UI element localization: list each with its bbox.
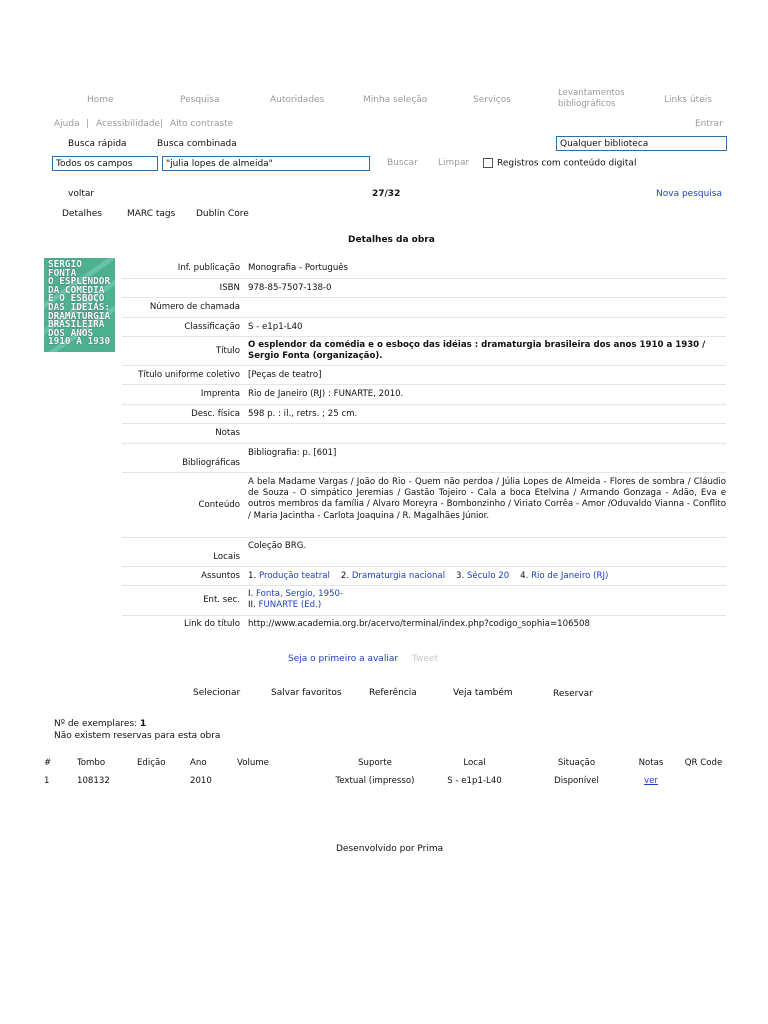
nav-autoridades[interactable]: Autoridades bbox=[270, 95, 325, 105]
label: Notas bbox=[122, 423, 244, 443]
ajuda-link[interactable]: Ajuda bbox=[54, 119, 80, 129]
label: ISBN bbox=[122, 278, 244, 297]
referencia-button[interactable]: Referência bbox=[369, 688, 417, 698]
label: Imprenta bbox=[122, 384, 244, 404]
digital-label: Registros com conteúdo digital bbox=[497, 158, 637, 169]
value-classificacao: S - e1p1-L40 bbox=[244, 317, 726, 336]
holdings-header bbox=[44, 754, 732, 772]
tab-busca-rapida[interactable]: Busca rápida bbox=[68, 139, 127, 149]
nav-servicos[interactable]: Serviços bbox=[473, 95, 511, 105]
footer-credit: Desenvolvido por Prima bbox=[336, 844, 444, 854]
nav-home[interactable]: Home bbox=[87, 95, 114, 105]
section-title: Detalhes da obra bbox=[348, 235, 435, 245]
label: Assuntos bbox=[122, 566, 244, 585]
label: Bibliográficas bbox=[122, 443, 244, 472]
value-titulo-uniforme: [Peças de teatro] bbox=[244, 365, 726, 384]
nav-links-uteis[interactable]: Links úteis bbox=[664, 95, 712, 105]
salvar-favoritos-button[interactable]: Salvar favoritos bbox=[271, 688, 342, 698]
subject-number: 2. bbox=[340, 570, 350, 581]
label: Ent. sec. bbox=[122, 585, 244, 615]
field-select[interactable]: Todos os campos bbox=[52, 156, 158, 171]
header-cell: Edição bbox=[137, 758, 166, 768]
back-link[interactable]: voltar bbox=[68, 189, 95, 199]
tab-detalhes[interactable]: Detalhes bbox=[62, 209, 102, 219]
header-cell: Suporte bbox=[358, 758, 392, 768]
copies-label: Nº de exemplares: bbox=[54, 719, 138, 729]
label: Número de chamada bbox=[122, 297, 244, 317]
acessibilidade-link[interactable]: Acessibilidade bbox=[96, 119, 161, 129]
value-bibliograficas: Bibliografia: p. [601] bbox=[244, 443, 726, 472]
record-position: 27/32 bbox=[372, 189, 401, 199]
search-input[interactable]: "julia lopes de almeida" bbox=[162, 156, 370, 171]
header-cell: Situação bbox=[557, 758, 596, 768]
entsec-number: II. bbox=[248, 600, 256, 610]
alto-contraste-link[interactable]: Alto contraste bbox=[170, 119, 234, 129]
cell: 1 bbox=[44, 776, 50, 786]
subject-link[interactable]: Produção teatral bbox=[258, 570, 330, 581]
copies-count bbox=[54, 719, 146, 729]
entsec-link[interactable]: FUNARTE (Ed.) bbox=[258, 600, 322, 610]
tweet-button[interactable]: Tweet bbox=[412, 654, 438, 664]
label: Conteúdo bbox=[122, 472, 244, 537]
header-cell: Notas bbox=[638, 758, 664, 768]
table-row bbox=[44, 772, 732, 790]
cell: 2010 bbox=[190, 776, 212, 786]
entsec-list bbox=[244, 585, 726, 615]
selecionar-button[interactable]: Selecionar bbox=[193, 688, 241, 698]
notes-link[interactable]: ver bbox=[644, 776, 658, 786]
tab-marc-tags[interactable]: MARC tags bbox=[127, 209, 176, 219]
tab-busca-combinada[interactable]: Busca combinada bbox=[157, 139, 237, 149]
cell bbox=[137, 772, 190, 790]
separator: | bbox=[86, 119, 90, 129]
book-cover-image bbox=[44, 258, 115, 352]
veja-tambem-button[interactable]: Veja também bbox=[453, 688, 513, 698]
value-isbn: 978-85-7507-138-0 bbox=[244, 278, 726, 297]
nav-pesquisa[interactable]: Pesquisa bbox=[180, 95, 220, 105]
cell: Disponível bbox=[554, 776, 599, 786]
entsec-number: I. bbox=[248, 589, 254, 599]
details-table bbox=[122, 258, 726, 633]
subject-number: 4. bbox=[520, 570, 529, 581]
subject-link[interactable]: Século 20 bbox=[466, 570, 510, 581]
subject-number: 1. bbox=[248, 570, 257, 581]
label: Inf. publicação bbox=[122, 258, 244, 278]
cell bbox=[675, 772, 732, 790]
subject-link[interactable]: Rio de Janeiro (RJ) bbox=[531, 570, 609, 581]
cell bbox=[237, 772, 327, 790]
clear-button[interactable]: Limpar bbox=[438, 158, 470, 168]
label: Locais bbox=[122, 537, 244, 566]
search-button[interactable]: Buscar bbox=[387, 158, 418, 168]
label: Classificação bbox=[122, 317, 244, 336]
separator: | bbox=[160, 119, 164, 129]
value-desc-fisica: 598 p. : il., retrs. ; 25 cm. bbox=[244, 404, 726, 423]
reserve-note: Não existem reservas para esta obra bbox=[54, 731, 221, 741]
nav-levantamentos[interactable]: Levantamentos bibliográficos bbox=[558, 88, 625, 109]
value-conteudo: A bela Madame Vargas / João do Rio - Quem não perdoa / Júlia Lopes de Almeida - Flores de sombra / Cláudio de Souza - O simpático Jeremias / Gastão Tojeiro - Cala a boca Etelvina / Armando Gonzaga - Adão, Eva e outros membros da família / Alvaro Moreyra - Bombonzinho / Viriato Corrêa - Amor /Oduvaldo Vianna - Conflito / Maria Jacintha - Carlota Joaquina / R. Magalhães Júnior. bbox=[244, 472, 726, 537]
login-link[interactable]: Entrar bbox=[695, 119, 723, 129]
copies-value: 1 bbox=[140, 719, 147, 729]
cell: Textual (impresso) bbox=[335, 776, 415, 786]
header-cell: # bbox=[44, 758, 52, 768]
entsec-link[interactable]: Fonta, Sergio, 1950- bbox=[256, 589, 344, 599]
checkbox[interactable] bbox=[483, 158, 493, 168]
header-cell: Ano bbox=[190, 758, 207, 768]
rate-link[interactable]: Seja o primeiro a avaliar bbox=[288, 654, 399, 664]
cell: S - e1p1-L40 bbox=[447, 776, 502, 786]
value-chamada bbox=[244, 297, 726, 317]
header-cell: Tombo bbox=[77, 758, 106, 768]
library-select[interactable]: Qualquer biblioteca bbox=[556, 136, 727, 151]
value-titulo: O esplendor da comédia e o esboço das idéias : dramaturgia brasileira dos anos 1910 a 1930 / Sergio Fonta (organização). bbox=[244, 336, 726, 365]
holdings-table bbox=[44, 754, 732, 790]
cover-text: SERGIO FONTA O ESPLENDOR DA COMÉDIA E O ESBOÇO DAS IDEIAS: DRAMATURGIA BRASILEIRA DOS ANOS 1910 A 1930 bbox=[48, 259, 111, 348]
label: Título uniforme coletivo bbox=[122, 365, 244, 384]
label: Título bbox=[122, 336, 244, 365]
subject-number: 3. bbox=[456, 570, 465, 581]
value-link-titulo[interactable]: http://www.academia.org.br/acervo/terminal/index.php?codigo_sophia=106508 bbox=[248, 619, 590, 630]
value-imprenta: Rio de Janeiro (RJ) : FUNARTE, 2010. bbox=[244, 384, 726, 404]
subject-link[interactable]: Dramaturgia nacional bbox=[351, 570, 446, 581]
label: Link do título bbox=[184, 619, 240, 630]
value-publicacao: Monografia - Português bbox=[244, 258, 726, 278]
digital-content-filter[interactable] bbox=[483, 158, 636, 169]
value-notas bbox=[244, 423, 726, 443]
header-cell: Volume bbox=[237, 758, 269, 768]
nav-minha-selecao[interactable]: Minha seleção bbox=[363, 95, 428, 105]
reservar-button[interactable]: Reservar bbox=[553, 689, 593, 699]
label: Desc. física bbox=[122, 404, 244, 423]
new-search-link[interactable]: Nova pesquisa bbox=[656, 189, 723, 199]
subjects-list bbox=[244, 566, 726, 585]
cell: 108132 bbox=[77, 776, 110, 786]
header-cell: QR Code bbox=[684, 758, 723, 768]
tab-dublin-core[interactable]: Dublin Core bbox=[196, 209, 249, 219]
value-locais: Coleção BRG. bbox=[244, 537, 726, 566]
header-cell: Local bbox=[463, 758, 486, 768]
